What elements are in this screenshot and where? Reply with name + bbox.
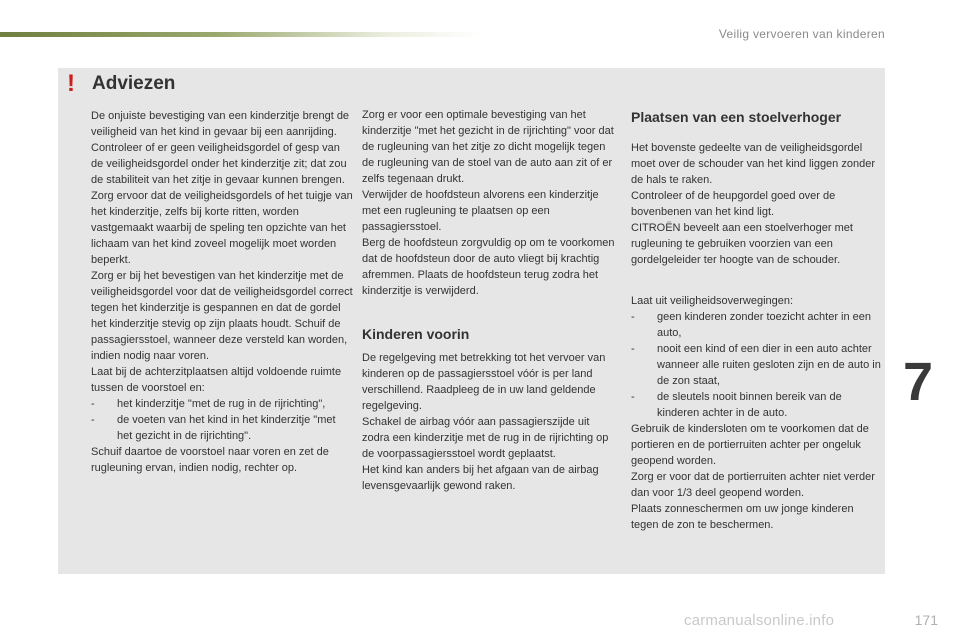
paragraph: Laat bij de achterzitplaatsen altijd voldoende ruimte tussen de voorstoel en: bbox=[91, 366, 342, 394]
paragraph: Gebruik de kindersloten om te voorkomen dat de portieren en de portierruiten achter per ongeluk geopend worden. bbox=[631, 423, 869, 467]
advice-column-2 bbox=[362, 107, 617, 494]
list-item: - nooit een kind of een dier in een auto achter wanneer alle ruiten gesloten zijn en de auto in de zon staat, bbox=[631, 343, 881, 387]
warning-icon: ! bbox=[67, 70, 75, 97]
paragraph: Laat uit veiligheidsoverwegingen: bbox=[631, 295, 794, 307]
header-accent-bar bbox=[0, 32, 480, 37]
list-item: - geen kinderen zonder toezicht achter in een auto, bbox=[631, 311, 872, 339]
paragraph: Schakel de airbag vóór aan passagierszijde uit zodra een kinderzitje met de rug in de rijrichting op de voorpassagiersstoel wordt geplaatst. bbox=[362, 416, 609, 460]
paragraph: Controleer of er geen veiligheidsgordel of gesp van de veiligheidsgordel onder het kinderzitje zit; dat zou de stabiliteit van het zitje in gevaar kunnen brengen. bbox=[91, 142, 347, 186]
advice-column-3 bbox=[631, 107, 881, 533]
paragraph: CITROËN beveelt aan een stoelverhoger met rugleuning te gebruiken voorzien van een gordelgeleider ter hoogte van de schouder. bbox=[631, 222, 853, 266]
heading-stoelverhoger: Plaatsen van een stoelverhoger bbox=[631, 109, 842, 125]
section-title: Veilig vervoeren van kinderen bbox=[718, 27, 885, 41]
watermark: carmanualsonline.info bbox=[684, 612, 835, 629]
paragraph: De regelgeving met betrekking tot het vervoer van kinderen op de passagiersstoel vóór is per land verschillend. Raadpleeg de in uw land geldende regelgeving. bbox=[362, 352, 606, 412]
heading-kinderen-voorin: Kinderen voorin bbox=[362, 326, 470, 342]
paragraph: Plaats zonneschermen om uw jonge kinderen tegen de zon te beschermen. bbox=[631, 503, 854, 531]
panel-title: Adviezen bbox=[92, 73, 176, 94]
advice-column-1 bbox=[91, 108, 353, 476]
paragraph: Het kind kan anders bij het afgaan van de airbag levensgevaarlijk gewond raken. bbox=[362, 464, 599, 492]
paragraph: Controleer of de heupgordel goed over de bovenbenen van het kind ligt. bbox=[631, 190, 836, 218]
paragraph: Verwijder de hoofdsteun alvorens een kinderzitje met een rugleuning te plaatsen op een passagiersstoel. bbox=[362, 189, 599, 233]
list-item: - de voeten van het kind in het kinderzitje "met het gezicht in de rijrichting". bbox=[91, 414, 336, 442]
paragraph: Berg de hoofdsteun zorgvuldig op om te voorkomen dat de hoofdsteun door de auto vliegt bij krachtig afremmen. Plaats de hoofdsteun terug zodra het kinderzitje is verwijderd. bbox=[362, 237, 615, 297]
paragraph: Schuif daartoe de voorstoel naar voren en zet de rugleuning ervan, indien nodig, rechter op. bbox=[91, 446, 329, 474]
list-item: - het kinderzitje "met de rug in de rijrichting", bbox=[91, 398, 326, 410]
paragraph: Zorg er voor een optimale bevestiging van het kinderzitje "met het gezicht in de rijrichting" voor dat de rugleuning van het zitje zo dicht mogelijk tegen de rugleuning van de stoel van de auto aan zit of er zelfs tegenaan drukt. bbox=[362, 109, 614, 185]
paragraph: Het bovenste gedeelte van de veiligheidsgordel moet over de schouder van het kind liggen zonder de hals te raken. bbox=[631, 142, 875, 186]
list-item: - de sleutels nooit binnen bereik van de kinderen achter in de auto. bbox=[631, 391, 842, 419]
paragraph: Zorg ervoor dat de veiligheidsgordels of het tuigje van het kinderzitje, zelfs bij korte ritten, worden vastgemaakt waarbij de speling ten opzichte van het lichaam van het kind zoveel mogelijk moet worden beperkt. bbox=[91, 190, 353, 266]
page-number: 171 bbox=[914, 612, 938, 628]
paragraph: Zorg er bij het bevestigen van het kinderzitje met de veiligheidsgordel voor dat de veiligheidsgordel correct tegen het kinderzitje is gespannen en dat de gordel het kinderzitje stevig op zijn plaats houdt. Schuif de passagiersstoel, wanneer deze versteld kan worden, indien nodig naar voren. bbox=[91, 270, 353, 362]
paragraph: De onjuiste bevestiging van een kinderzitje brengt de veiligheid van het kind in gevaar bij een aanrijding. bbox=[91, 110, 350, 138]
chapter-number: 7 bbox=[903, 352, 934, 412]
paragraph: Zorg er voor dat de portierruiten achter niet verder dan voor 1/3 deel geopend worden. bbox=[631, 471, 875, 499]
